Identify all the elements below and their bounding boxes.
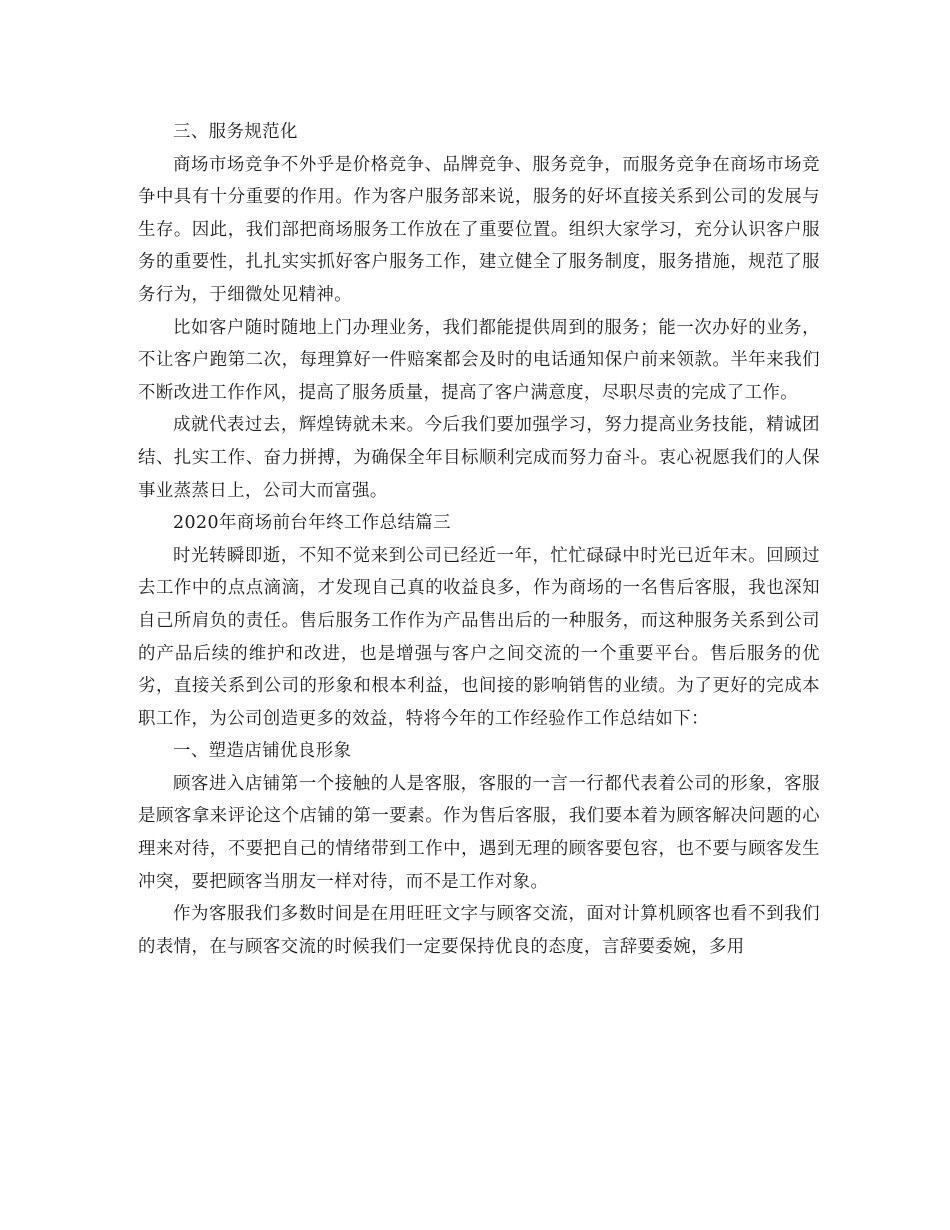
paragraph-market-competition: 商场市场竞争不外乎是价格竞争、品牌竞争、服务竞争，而服务竞争在商场市场竞争中具有十分重要的作用。作为客户服务部来说，服务的好坏直接关系到公司的发展与生存。因此，我们部把商场服务工作放在了重要位置。组织大家学习，充分认识客户服务的重要性，扎扎实实抓好客户服务工作，建立健全了服务制度，服务措施，规范了服务行为，于细微处见精神。 [138, 154, 820, 305]
document-body [138, 116, 820, 963]
paragraph-customer-first-contact: 顾客进入店铺第一个接触的人是客服，客服的一言一行都代表着公司的形象，客服是顾客拿来评论这个店铺的第一要素。作为售后客服，我们要本着为顾客解决问题的心理来对待，不要把自己的情绪带到工作中，遇到无理的顾客要包容，也不要与顾客发生冲突，要把顾客当朋友一样对待，而不是工作对象。 [138, 773, 820, 892]
paragraph-achievements-future: 成就代表过去，辉煌铸就未来。今后我们要加强学习，努力提高业务技能，精诚团结、扎实工作、奋力拼搏，为确保全年目标顺利完成而努力奋斗。衷心祝愿我们的人保事业蒸蒸日上，公司大而富强。 [138, 415, 820, 501]
paragraph-wangwang-communication: 作为客服我们多数时间是在用旺旺文字与顾客交流，面对计算机顾客也看不到我们的表情，在与顾客交流的时候我们一定要保持优良的态度，言辞要委婉，多用 [138, 904, 820, 957]
section-heading-service-standardization: 三、服务规范化 [173, 122, 298, 142]
paragraph-customer-service-example: 比如客户随时随地上门办理业务，我们都能提供周到的服务；能一次办好的业务，不让客户跑第二次，每理算好一件赔案都会及时的电话通知保户前来领款。半年来我们不断改进工作作风，提高了服务质量，提高了客户满意度，尽职尽责的完成了工作。 [138, 317, 820, 403]
paragraph-year-review: 时光转瞬即逝，不知不觉来到公司已经近一年，忙忙碌碌中时光已近年末。回顾过去工作中的点点滴滴，才发现自己真的收益良多，作为商场的一名售后客服，我也深知自己所肩负的责任。售后服务工作作为产品售出后的一种服务，而这种服务关系到公司的产品后续的维护和改进，也是增强与客户之间交流的一个重要平台。售后服务的优劣，直接关系到公司的形象和根本利益，也间接的影响销售的业绩。为了更好的完成本职工作，为公司创造更多的效益，特将今年的工作经验作工作总结如下： [138, 545, 820, 729]
section-heading-store-image: 一、塑造店铺优良形象 [173, 741, 352, 762]
article-title-part-three: 2020年商场前台年终工作总结篇三 [173, 513, 451, 534]
